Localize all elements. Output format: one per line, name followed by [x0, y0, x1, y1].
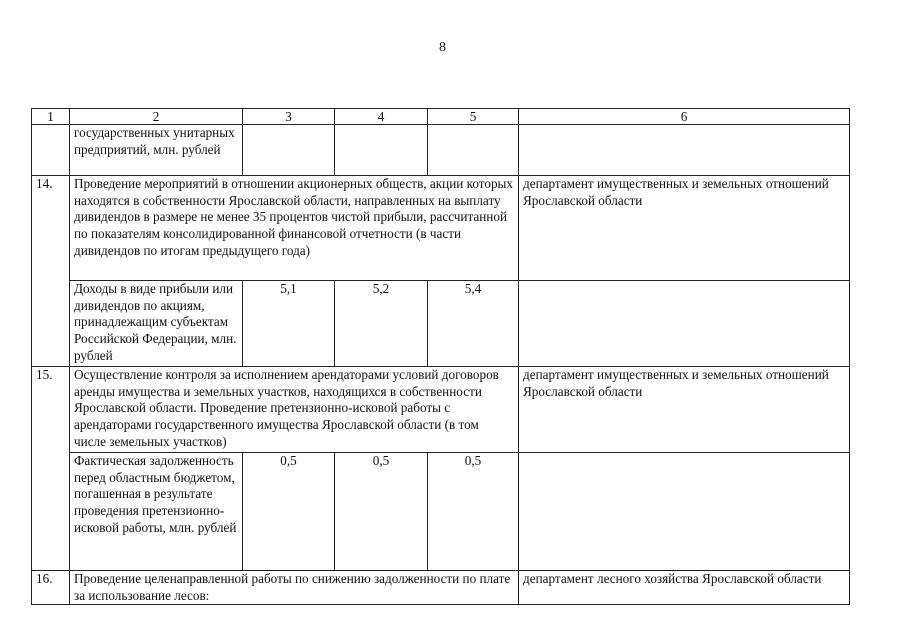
header-cell-3: 3: [243, 109, 335, 125]
continuation-value-3: [243, 125, 335, 176]
row-number: 16.: [32, 571, 70, 605]
indicator-row-14: [32, 281, 850, 367]
activity-text: Проведение целенаправленной работы по снижению задолженности по плате за использование лесов:: [70, 571, 519, 605]
row-number: 14.: [32, 176, 70, 367]
continuation-num-cell: [32, 125, 70, 176]
responsible-text: департамент лесного хозяйства Ярославской области: [519, 571, 850, 605]
indicator-value-4: 0,5: [335, 453, 428, 571]
indicator-value-5: 5,4: [428, 281, 519, 367]
responsible-text: департамент имущественных и земельных отношений Ярославской области: [519, 176, 850, 281]
activity-row-16: [32, 571, 850, 605]
indicator-value-3: 5,1: [243, 281, 335, 367]
indicator-row-15: [32, 453, 850, 571]
activity-text: Осуществление контроля за исполнением арендаторами условий договоров аренды имущества и земельных участков, находящихся в собственности Ярославской области. Проведение претензионно-исковой работы с арендаторами государственного имущества Ярославской области (в том числе земельных участков): [70, 367, 519, 453]
page-number: 8: [439, 40, 446, 55]
activity-row-14: [32, 176, 850, 281]
header-cell-6: 6: [519, 109, 850, 125]
indicator-text: Фактическая задолженность перед областным бюджетом, погашенная в результате проведения претензионно-исковой работы, млн. рублей: [70, 453, 243, 571]
activity-row-15: [32, 367, 850, 453]
continuation-indicator-text: государственных унитарных предприятий, млн. рублей: [70, 125, 243, 176]
row-number: 15.: [32, 367, 70, 571]
indicator-responsible-empty: [519, 453, 850, 571]
indicator-responsible-empty: [519, 281, 850, 367]
continuation-row: [32, 125, 850, 176]
header-cell-2: 2: [70, 109, 243, 125]
header-row: [32, 109, 850, 125]
continuation-value-5: [428, 125, 519, 176]
header-cell-1: 1: [32, 109, 70, 125]
header-cell-4: 4: [335, 109, 428, 125]
indicator-value-4: 5,2: [335, 281, 428, 367]
indicator-value-3: 0,5: [243, 453, 335, 571]
continuation-value-4: [335, 125, 428, 176]
activity-text: Проведение мероприятий в отношении акционерных обществ, акции которых находятся в собственности Ярославской области, направленных на выплату дивидендов в размере не менее 35 процентов чистой прибыли, рассчитанной по показателям консолидированной финансовой отчетности (в части дивидендов по итогам предыдущего года): [70, 176, 519, 281]
header-cell-5: 5: [428, 109, 519, 125]
indicator-value-5: 0,5: [428, 453, 519, 571]
responsible-text: департамент имущественных и земельных отношений Ярославской области: [519, 367, 850, 453]
continuation-responsible: [519, 125, 850, 176]
indicator-text: Доходы в виде прибыли или дивидендов по акциям, принадлежащим субъектам Российской Федерации, млн. рублей: [70, 281, 243, 367]
document-table: [31, 108, 850, 605]
